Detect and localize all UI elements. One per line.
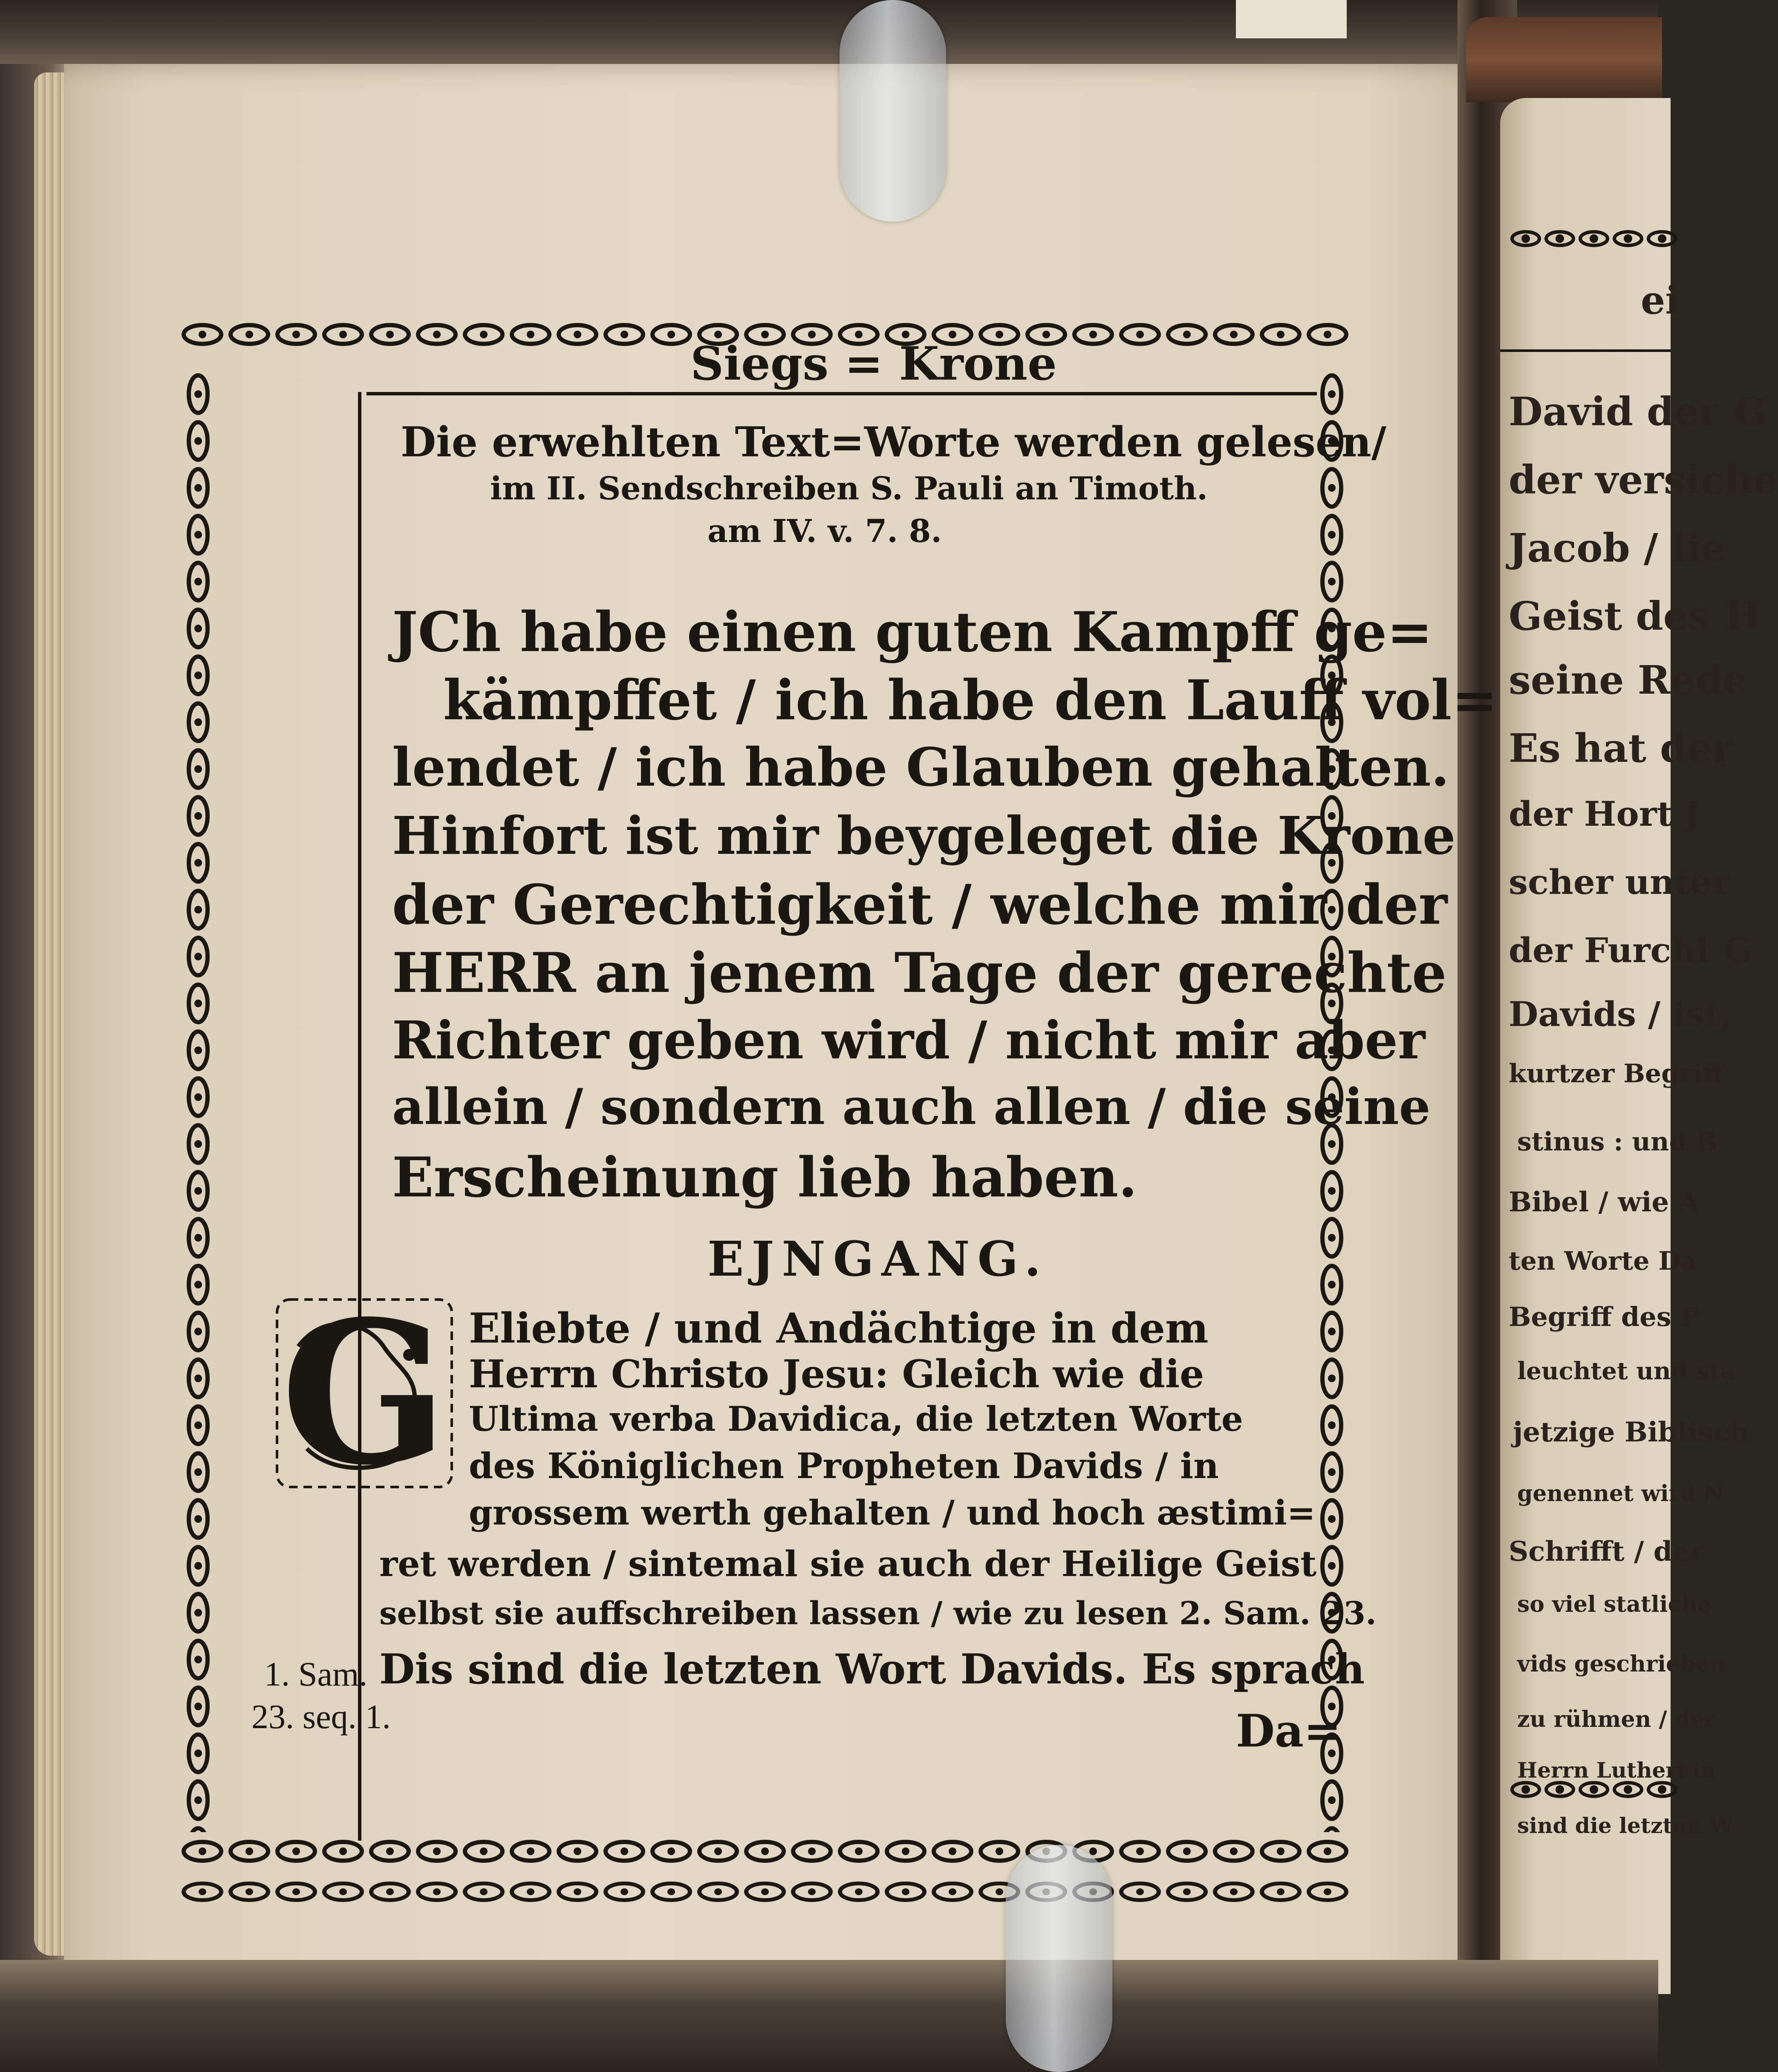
body-line-7: selbst sie auffschreiben lassen / wie zu lesen 2. Sam. 23. — [379, 1595, 1377, 1632]
body-line-4: des Königlichen Propheten Davids / in — [469, 1446, 1219, 1487]
drop-cap — [273, 1278, 456, 1508]
text-line-7: Richter geben wird / nicht mir aber — [392, 1009, 1426, 1071]
ornament-border-bottom-2 — [179, 1875, 1351, 1909]
right-page-line: Jacob / lie — [1509, 525, 1726, 571]
ornament-border-bottom-1 — [179, 1832, 1351, 1870]
intro-line-3: am IV. v. 7. 8. — [707, 513, 942, 550]
text-line-5: der Gerechtigkeit / welche mir der — [392, 873, 1448, 937]
right-page-line: Davids / ist, — [1509, 994, 1732, 1034]
running-head: Siegs = Krone — [690, 337, 1057, 391]
right-page-line: zu rühmen / der — [1517, 1706, 1716, 1732]
right-page-line: der versiche — [1509, 457, 1778, 503]
drop-cap-letter: G — [280, 1278, 448, 1508]
text-line-8: allein / sondern auch allen / die seine — [392, 1078, 1431, 1136]
body-line-6: ret werden / sintemal sie auch der Heilige Geist — [379, 1544, 1317, 1585]
text-line-3: lendet / ich habe Glauben gehalten. — [392, 737, 1449, 798]
bottom-edge — [0, 1960, 1658, 2072]
body-line-8: Dis sind die letzten Wort Davids. Es sprach — [379, 1645, 1365, 1693]
right-page-line: scher unter — [1509, 862, 1730, 902]
body-line-3: Ultima verba Davidica, die letzten Worte — [469, 1399, 1243, 1439]
right-page-line: so viel statliche — [1517, 1591, 1712, 1617]
right-page-line: Bibel / wie A — [1509, 1186, 1700, 1218]
right-page-ornament-bottom — [1509, 1777, 1671, 1802]
marginal-note-line-2: 23. seq. 1. — [251, 1698, 391, 1736]
right-page-line: ten Worte Da — [1509, 1246, 1697, 1276]
page-holder-bottom — [1006, 1845, 1112, 2072]
body-line-2: Herrn Christo Jesu: Gleich wie die — [469, 1352, 1204, 1397]
right-page-ornament-top — [1509, 226, 1671, 251]
intro-line-1: Die erwehlten Text=Worte werden gelesen/ — [401, 418, 1386, 466]
right-page-line: stinus : und B — [1517, 1127, 1718, 1157]
right-page-line: Begriff des P — [1509, 1301, 1700, 1332]
margin-rule — [358, 392, 361, 1841]
page-holder-top — [840, 0, 946, 222]
right-page-line: Herrn Lutheri in — [1517, 1758, 1716, 1783]
intro-line-2: im II. Sendschreiben S. Pauli an Timoth. — [490, 470, 1208, 507]
text-line-1: JCh habe einen guten Kampff ge= — [392, 600, 1433, 664]
section-heading: EJNGANG. — [707, 1231, 1049, 1287]
right-page-line: der Hort J — [1509, 794, 1701, 834]
text-line-6: HERR an jenem Tage der gerechte — [392, 941, 1447, 1005]
ornament-border-left — [179, 371, 217, 1832]
right-page-line: Schrifft / der — [1509, 1536, 1704, 1568]
marginal-note-line-1: 1. Sam. — [264, 1656, 368, 1693]
right-page-line: vids geschrieben — [1517, 1651, 1726, 1677]
text-line-9: Erscheinung lieb haben. — [392, 1146, 1137, 1210]
right-page-line: sind die letzten W — [1517, 1813, 1733, 1838]
right-page-line: ei — [1641, 278, 1680, 323]
text-line-4: Hinfort ist mir beygeleget die Krone — [392, 805, 1456, 866]
right-page-line: leuchtet und sta — [1517, 1357, 1736, 1385]
right-page-line: der Furcht G — [1509, 930, 1753, 970]
top-edge — [0, 0, 1658, 64]
right-page-line: seine Rede — [1509, 657, 1748, 703]
catchword: Da= — [1236, 1704, 1342, 1757]
printed-block — [179, 315, 1498, 1892]
right-page-line: genennet wird N — [1517, 1481, 1724, 1507]
right-page-rule — [1500, 349, 1671, 352]
head-rule — [367, 392, 1317, 395]
paper-slip — [1236, 0, 1347, 38]
text-line-2: kämpffet / ich habe den Lauff vol= — [443, 669, 1498, 732]
body-line-5: grossem werth gehalten / und hoch æstimi= — [469, 1493, 1316, 1533]
right-page-line: jetzige Biblisch — [1513, 1416, 1750, 1448]
right-page-line: kurtzer Begriff — [1509, 1059, 1723, 1089]
right-page — [1500, 98, 1778, 1994]
right-page-line: Geist des H — [1509, 593, 1761, 639]
body-line-1: Eliebte / und Andächtige in dem — [469, 1304, 1209, 1352]
right-page-line: David der G — [1509, 389, 1767, 435]
right-page-line: Es hat der — [1509, 725, 1733, 771]
